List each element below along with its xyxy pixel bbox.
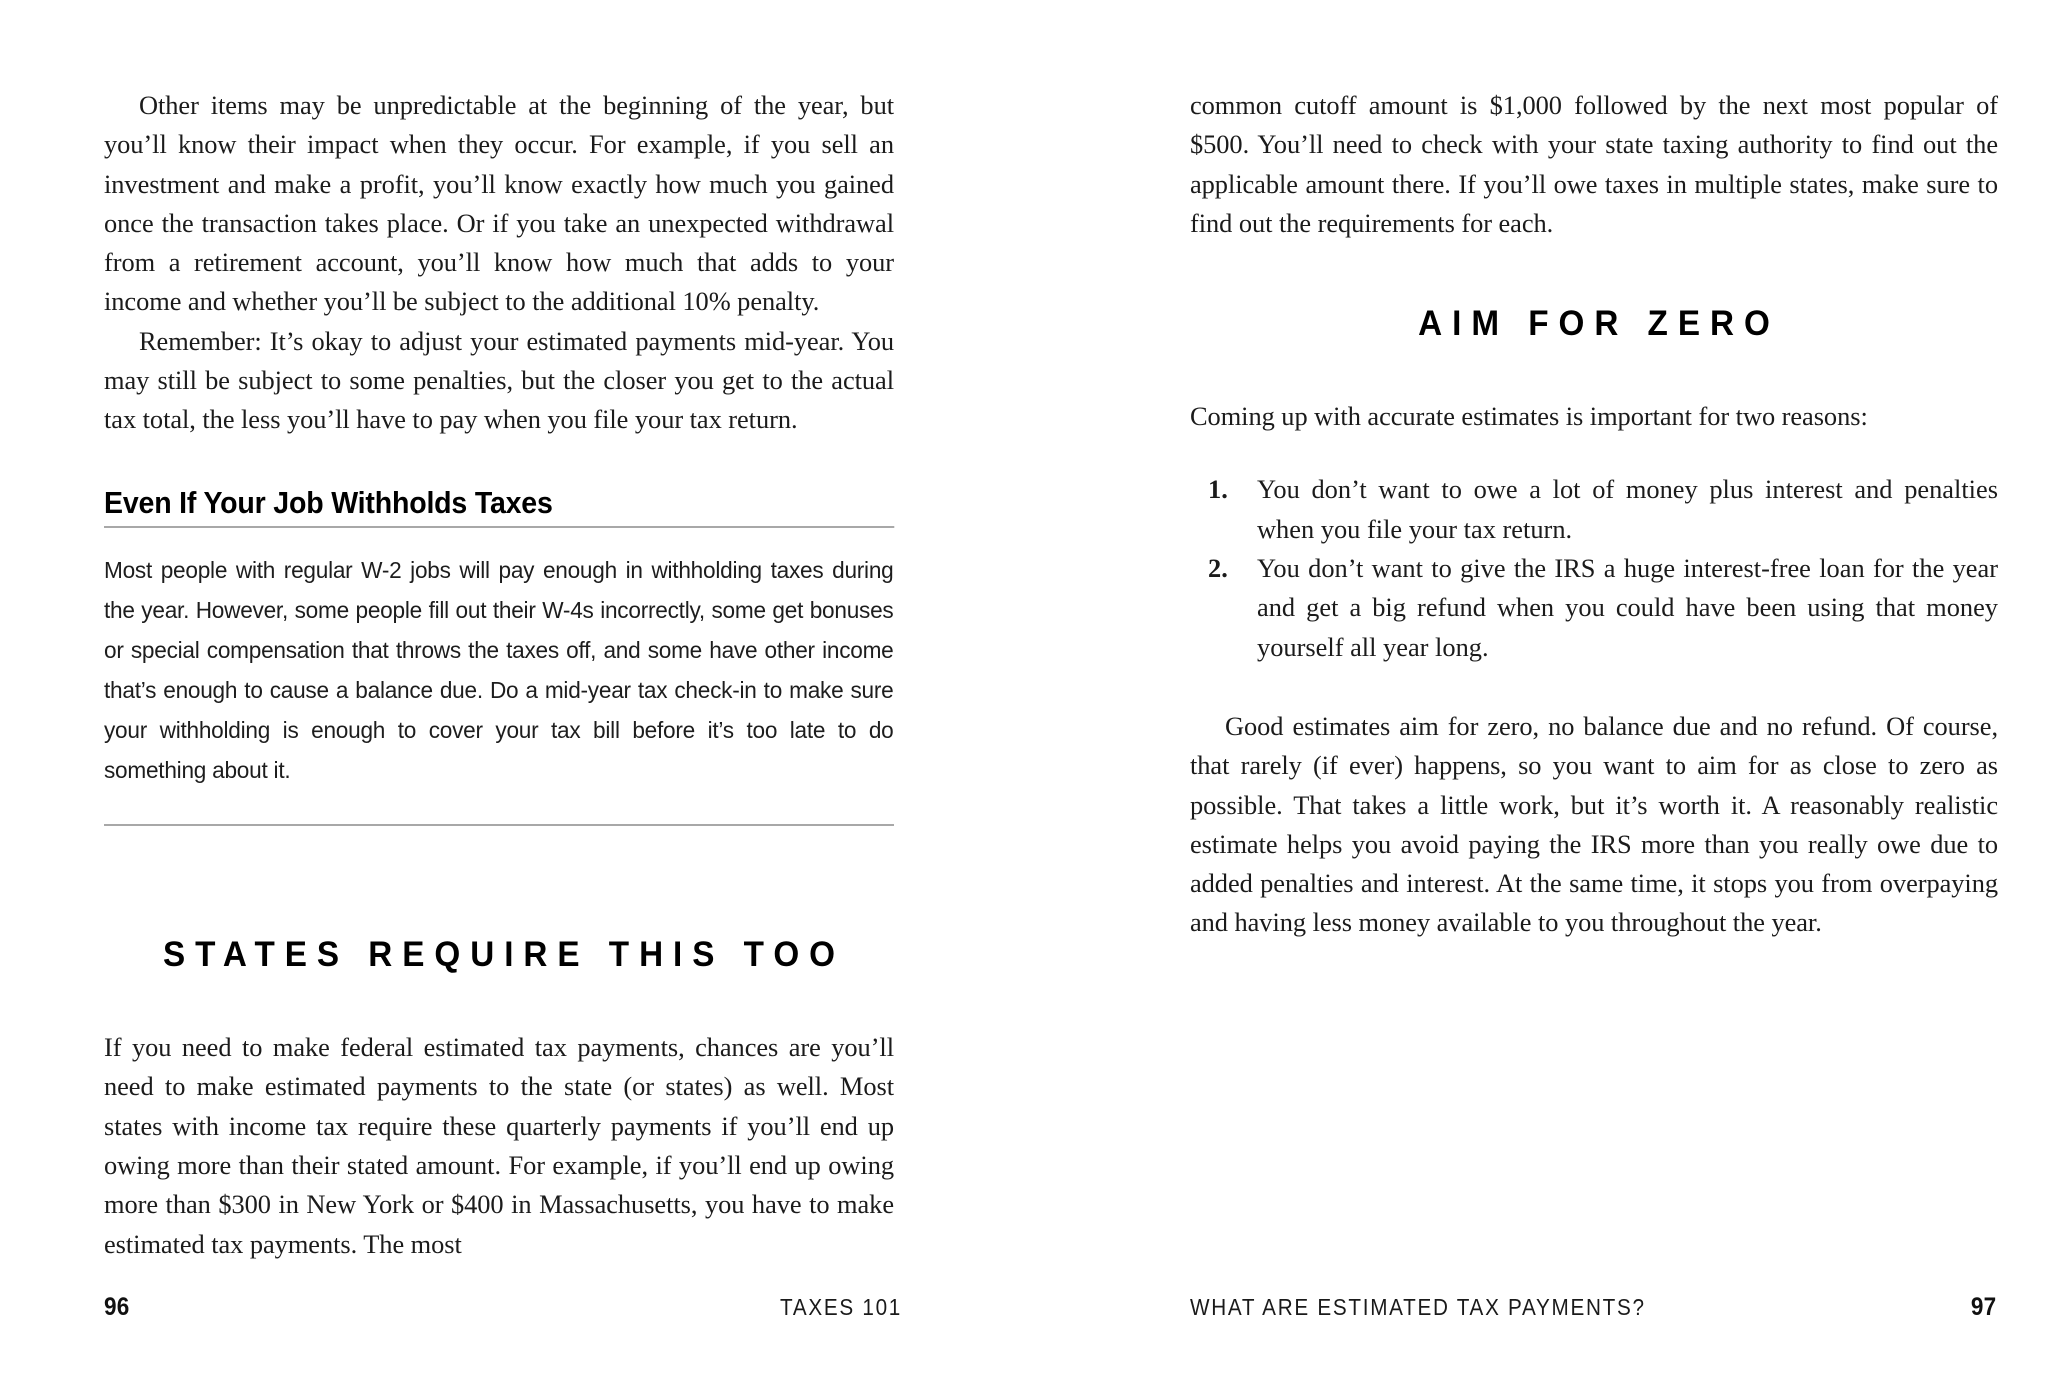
states-section-heading-wrap [104, 934, 894, 976]
folio-page-number-left: 96 [104, 1293, 130, 1321]
list-item-text: You don’t want to give the IRS a huge interest-free loan for the year and get a big refund when you could have been using that money yourself all year long. [1257, 553, 1998, 662]
right-page [1190, 0, 2000, 1400]
running-head-right: WHAT ARE ESTIMATED TAX PAYMENTS? [1190, 1294, 1646, 1320]
list-item-number: 1. [1208, 474, 1228, 505]
paragraph-states-require: If you need to make federal estimated tax payments, chances are you’ll need to make estimated payments to the state (or states) as well. Most states with income tax require these quarterly payments if you’ll end up owing more than their stated amount. For example, if you’ll end up owing more than $300 in New York or $400 in Massachusetts, you have to make estimated tax payments. The most [104, 1032, 894, 1259]
paragraph-other-items: Other items may be unpredictable at the beginning of the year, but you’ll know their impact when they occur. For example, if you sell an investment and make a profit, you’ll know exactly how much you gained once the transaction takes place. Or if you take an unexpected withdrawal from a retirement account, you’ll know how much that adds to your income and whether you’ll be subject to the additional 10% penalty. [104, 90, 894, 317]
paragraph-remember: Remember: It’s okay to adjust your estimated payments mid-year. You may still be subject to some penalties, but the closer you get to the actual tax total, the less you’ll have to pay when you file your tax return. [104, 325, 894, 435]
section-heading-aim-for-zero: AIM FOR ZERO [1418, 304, 1780, 344]
aim-for-zero-numbered-list [1190, 470, 1998, 666]
folio-page-number-right: 97 [1970, 1293, 1997, 1321]
section-heading-states-require-this-too: STATES REQUIRE THIS TOO [162, 935, 846, 975]
sidebar-heading: Even If Your Job Withholds Taxes [104, 484, 894, 528]
paragraph-good-estimates: Good estimates aim for zero, no balance due and no refund. Of course, that rarely (if ever) happens, so you want to aim for as close to zero as possible. That takes a little work, but it’s worth it. A reasonably realistic estimate helps you avoid paying the IRS more than you really owe due to added penalties and interest. At the same time, it stops you from overpaying and having less money available to you throughout the year. [1190, 710, 1998, 938]
list-item [1190, 549, 1998, 667]
running-head-left: TAXES 101 [780, 1294, 903, 1320]
list-item-text: You don’t want to owe a lot of money plus interest and penalties when you file your tax return. [1257, 474, 1998, 544]
sidebar-paragraph: Most people with regular W-2 jobs will pay enough in withholding taxes during the year. However, some people fill out their W-4s incorrectly, some get bonuses or special compensation that throws the taxes off, and some have other income that’s enough to cause a balance due. Do a mid-year tax check-in to make sure your withholding is enough to cover your tax bill before it’s too late to do something about it. [104, 556, 894, 783]
paragraph-common-cutoff: common cutoff amount is $1,000 followed by the next most popular of $500. You’ll need to check with your state taxing authority to find out the applicable amount there. If you’ll owe taxes in multiple states, make sure to find out the requirements for each. [1190, 90, 1998, 238]
states-section-body-wrap [104, 1028, 894, 1264]
left-page [104, 0, 894, 1400]
list-item [1190, 470, 1998, 549]
aim-for-zero-body-wrap [1190, 397, 1998, 943]
left-page-text-column [104, 86, 894, 1264]
aim-for-zero-heading-wrap [1190, 303, 1998, 345]
list-item-number: 2. [1208, 553, 1228, 584]
right-page-text-column [1190, 86, 1998, 943]
paragraph-coming-up-with-accurate-estimates: Coming up with accurate estimates is important for two reasons: [1190, 401, 1868, 432]
sidebar-feature-box [104, 484, 894, 827]
sidebar-bottom-rule [104, 824, 894, 827]
